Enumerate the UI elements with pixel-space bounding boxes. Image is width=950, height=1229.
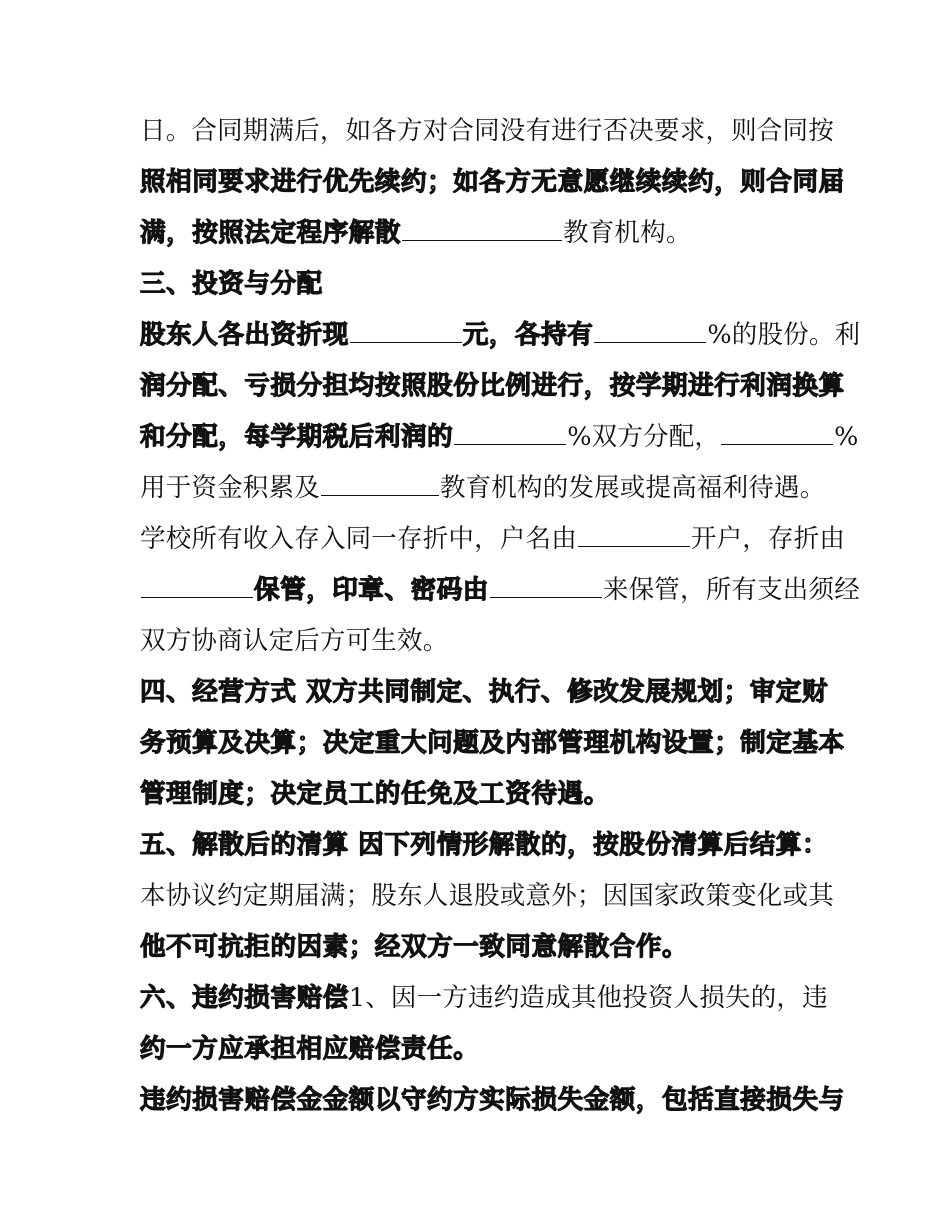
text-line-14 [140, 769, 820, 820]
line-13-text: 务预算及决算；决定重大问题及内部管理机构设置；制定基本 [140, 728, 845, 758]
document-body [140, 106, 861, 1126]
text-line-6 [140, 361, 845, 412]
text-line-2 [140, 157, 845, 208]
fill-blank-reserve-percent [721, 424, 833, 445]
line-7-text-a: 和分配，每学期税后利润的 [140, 422, 454, 452]
line-18-text-b: 1、因一方违约造成其他投资人损失的，违 [348, 983, 828, 1013]
line-17-text: 他不可抗拒的因素；经双方一致同意解散合作。 [140, 932, 689, 962]
line-15-text: 五、解散后的清算 因下列情形解散的，按股份清算后结算： [140, 830, 829, 860]
text-line-17 [140, 922, 820, 973]
fill-blank-share-percent [594, 322, 706, 343]
line-9-text-a: 学校所有收入存入同一存折中，户名由 [140, 524, 577, 554]
section-heading-liquidation [140, 820, 829, 871]
line-16-text: 本协议约定期届满；股东人退股或意外；因国家政策变化或其 [140, 881, 834, 911]
line-8-text-b: 教育机构的发展或提高福利待遇。 [439, 473, 826, 503]
text-line-16 [140, 871, 834, 922]
text-line-20 [140, 1075, 845, 1126]
line-1-text: 日。合同期满后，如各方对合同没有进行否决要求，则合同按 [140, 116, 834, 146]
line-14-text: 管理制度；决定员工的任免及工资待遇。 [140, 779, 610, 809]
line-19-text: 约一方应承担相应赔偿责任。 [140, 1034, 480, 1064]
text-line-19 [140, 1024, 820, 1075]
text-line-10 [140, 565, 860, 616]
section-heading-investment [140, 259, 820, 310]
text-line-1 [140, 106, 834, 157]
fill-blank-passbook-keeper [141, 577, 253, 598]
line-5-text-a: 股东人各出资折现 [140, 320, 349, 350]
text-line-3 [140, 208, 820, 259]
fill-blank-investment-amount [350, 322, 462, 343]
line-12-text: 四、经营方式 双方共同制定、执行、修改发展规划；审定财 [140, 677, 829, 707]
line-10-text-a: 保管，印章、密码由 [254, 575, 489, 605]
heading-investment-text: 三、投资与分配 [140, 269, 323, 299]
line-9-text-b: 开户，存折由 [690, 524, 846, 554]
section-heading-breach [140, 973, 828, 1024]
line-6-text: 润分配、亏损分担均按照股份比例进行，按学期进行利润换算 [140, 371, 845, 401]
text-line-8 [140, 463, 826, 514]
line-2-text: 照相同要求进行优先续约；如各方无意愿继续续约，则合同届 [140, 167, 845, 197]
line-20-text: 违约损害赔偿金金额以守约方实际损失金额，包括直接损失与 [140, 1085, 845, 1115]
line-5-text-c: %的股份。利 [707, 320, 861, 350]
line-7-text-b: %双方分配， [567, 422, 721, 452]
line-8-text-a: 用于资金积累及 [140, 473, 320, 503]
fill-blank-account-holder [578, 526, 690, 547]
fill-blank-institution-name [402, 220, 562, 241]
fill-blank-seal-keeper [490, 577, 602, 598]
fill-blank-profit-percent [454, 424, 566, 445]
text-line-5 [140, 310, 861, 361]
line-3-text-b: 教育机构。 [563, 218, 692, 248]
section-heading-operation [140, 667, 829, 718]
line-3-text-a: 满，按照法定程序解散 [140, 218, 402, 248]
fill-blank-institution-name-2 [321, 475, 439, 496]
line-11-text: 双方协商认定后方可生效。 [140, 626, 449, 656]
text-line-7 [140, 412, 859, 463]
line-10-text-b: 来保管，所有支出须经 [602, 575, 860, 605]
line-7-text-c: % [834, 422, 859, 452]
text-line-13 [140, 718, 845, 769]
line-18-text-a: 六、违约损害赔偿 [140, 983, 349, 1013]
line-5-text-b: 元，各持有 [462, 320, 594, 350]
text-line-9 [140, 514, 846, 565]
text-line-11 [140, 616, 820, 667]
